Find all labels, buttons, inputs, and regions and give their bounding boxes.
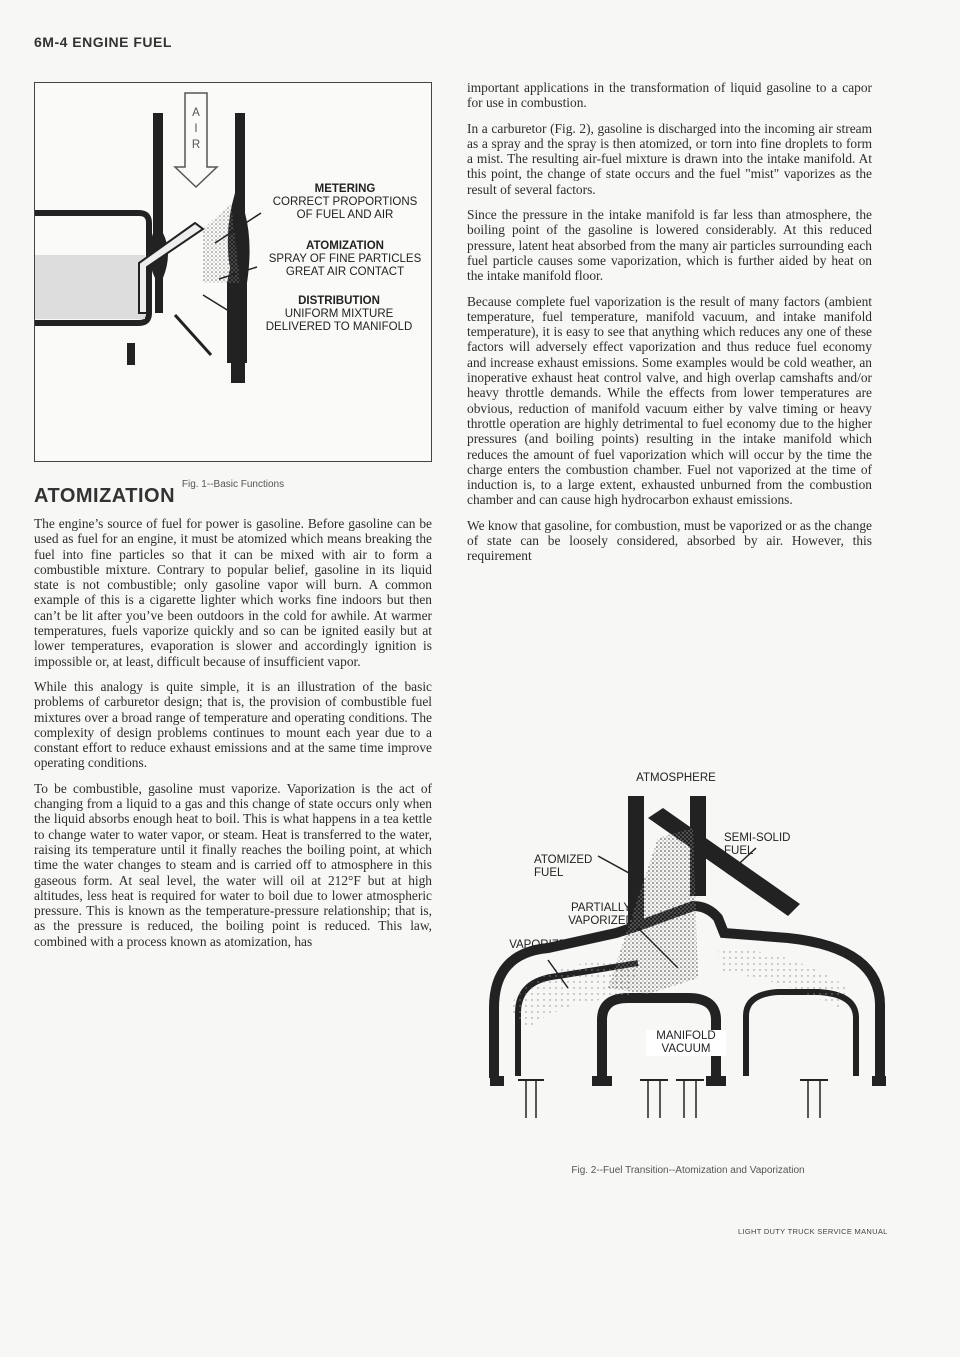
air-letter-r: R [191,139,201,151]
metering-title: METERING [314,183,376,195]
right-column [467,80,872,574]
figure-2-caption: Fig. 2--Fuel Transition--Atomization and Vaporization [571,1165,805,1176]
left-column [34,516,432,959]
manifold-line-1: MANIFOLD [656,1030,716,1042]
section-title: ATOMIZATION [34,485,176,507]
semi-solid-fuel-label [724,832,814,858]
semi-solid-line-2: FUEL [724,845,754,857]
atomization-line-1: SPRAY OF FINE PARTICLES [268,253,422,265]
partially-line-2: VAPORIZED [568,915,634,927]
paragraph: Since the pressure in the intake manifold is far less than atmosphere, the boiling point of the gasoline is lowered considerably. At this reduced pressure, latent heat absorbed from the many air particles surrounding each fuel particle causes some vaporization, which is further aided by heat on the intake manifold floor. [467,207,872,284]
manifold-line-2: VACUUM [661,1043,711,1055]
semi-solid-line-1: SEMI-SOLID [724,832,791,844]
paragraph: We know that gasoline, for combustion, must be vaporized or as the change of state can be loosely considered, absorbed by air. However, this requirement [467,517,872,564]
distribution-title: DISTRIBUTION [298,295,380,307]
atmosphere-label: ATMOSPHERE [636,772,716,784]
paragraph: While this analogy is quite simple, it is an illustration of the basic problems of carburetor design; that is, the provision of combustible fuel mixtures over a broad range of temperature and operating conditions. The complexity of design problems continues to mount each year due to a constant effort to reduce exhaust emissions and at the same time improve operating conditions. [34,678,432,771]
paragraph: Because complete fuel vaporization is the result of many factors (ambient temperature, fuel temperature, manifold vacuum, and intake manifold temperature), it is easy to see that anything which reduces any one of these factors will adversely effect vaporization and thus reduce fuel economy and increase exhaust emissions. Some examples would be cold weather, an inoperative exhaust heat control valve, and high overlap camshafts and/or heavy throttle demands. While the effects from lower temperatures are obvious, reduction of manifold vacuum either by valve timing or heavy throttle operation are highly detrimental to fuel economy due to the higher pressures (and boiling points) resulting in the intake manifold which reduces the amount of fuel vaporization which will occur by the time the charge enters the combustion chamber. Fuel not vaporized at the time of induction is, to a large extent, exhausted unburned from the combustion chamber and can cause high hydrocarbon exhaust emissions. [467,293,872,508]
atomized-fuel-label [534,854,604,880]
manifold-vacuum-label [646,1030,726,1056]
partially-vaporized-label [556,902,646,928]
page-footer: LIGHT DUTY TRUCK SERVICE MANUAL [738,1227,888,1236]
figure-1-caption: Fig. 1--Basic Functions [181,479,285,490]
distribution-line-1: UNIFORM MIXTURE [284,308,394,320]
figure-2-fuel-transition [488,758,888,1138]
paragraph: In a carburetor (Fig. 2), gasoline is discharged into the incoming air stream as a spray and the spray is then atomized, or torn into fine droplets to form a mist. The resulting air-fuel mixture is drawn into the intake manifold. At this point, the change of state occurs and the fuel "mist" vaporizes as the result of several factors. [467,120,872,197]
vaporized-label: VAPORIZED [509,939,575,951]
metering-line-2: OF FUEL AND AIR [296,209,394,221]
atomization-line-2: GREAT AIR CONTACT [285,266,405,278]
atomization-title: ATOMIZATION [306,240,384,252]
page-header: 6M-4 ENGINE FUEL [34,34,172,50]
partially-line-1: PARTIALLY [570,902,632,914]
atomized-line-1: ATOMIZED [534,854,593,866]
figure-1-basic-functions [34,82,432,462]
air-letter-i: I [194,123,198,135]
metering-line-1: CORRECT PROPORTIONS [272,196,418,208]
paragraph: important applications in the transformation of liquid gasoline to a capor for use in combustion. [467,80,872,111]
distribution-line-2: DELIVERED TO MANIFOLD [265,321,413,333]
distribution-label [245,295,433,334]
atomized-line-2: FUEL [534,867,564,879]
paragraph: The engine’s source of fuel for power is gasoline. Before gasoline can be used as fuel for an engine, it must be atomized which means breaking the fuel into fine particles so that it can be mixed with air to form a combustible mixture. Contrary to popular belief, gasoline in its liquid state is not combustible; only gasoline vapor will burn. A common example of this is a cigarette lighter which works fine indoors but then can’t be lit after you’ve been outdoors in the cold for awhile. At warmer temperatures, fuels vaporize quickly and so can be ignited easily but at lower temperatures, evaporation is slower and accordingly ignition is impossible or, at least, difficult because of insufficient vapor. [34,516,432,669]
atomization-label [257,240,433,279]
paragraph: To be combustible, gasoline must vaporize. Vaporization is the act of changing from a liquid to a gas and this change of state occurs only when the liquid absorbs enough heat to boil. This is what happens in a tea kettle to change water to water vapor, or steam. Heat is transferred to the water, raising its temperature until it finally reaches the boiling point, at which time the water changes to steam and is carried off to atmosphere in this gaseous form. At seal level, the water will oil at 212°F but at high altitudes, less heat is required for water to boil due to lower atmospheric pressure. This is known as the temperature-pressure relationship; that is, as the pressure is reduced, the boiling point is reduced. This law, combined with a process known as atomization, has [34,780,432,949]
air-letter-a: A [192,107,200,119]
metering-label [257,183,433,222]
